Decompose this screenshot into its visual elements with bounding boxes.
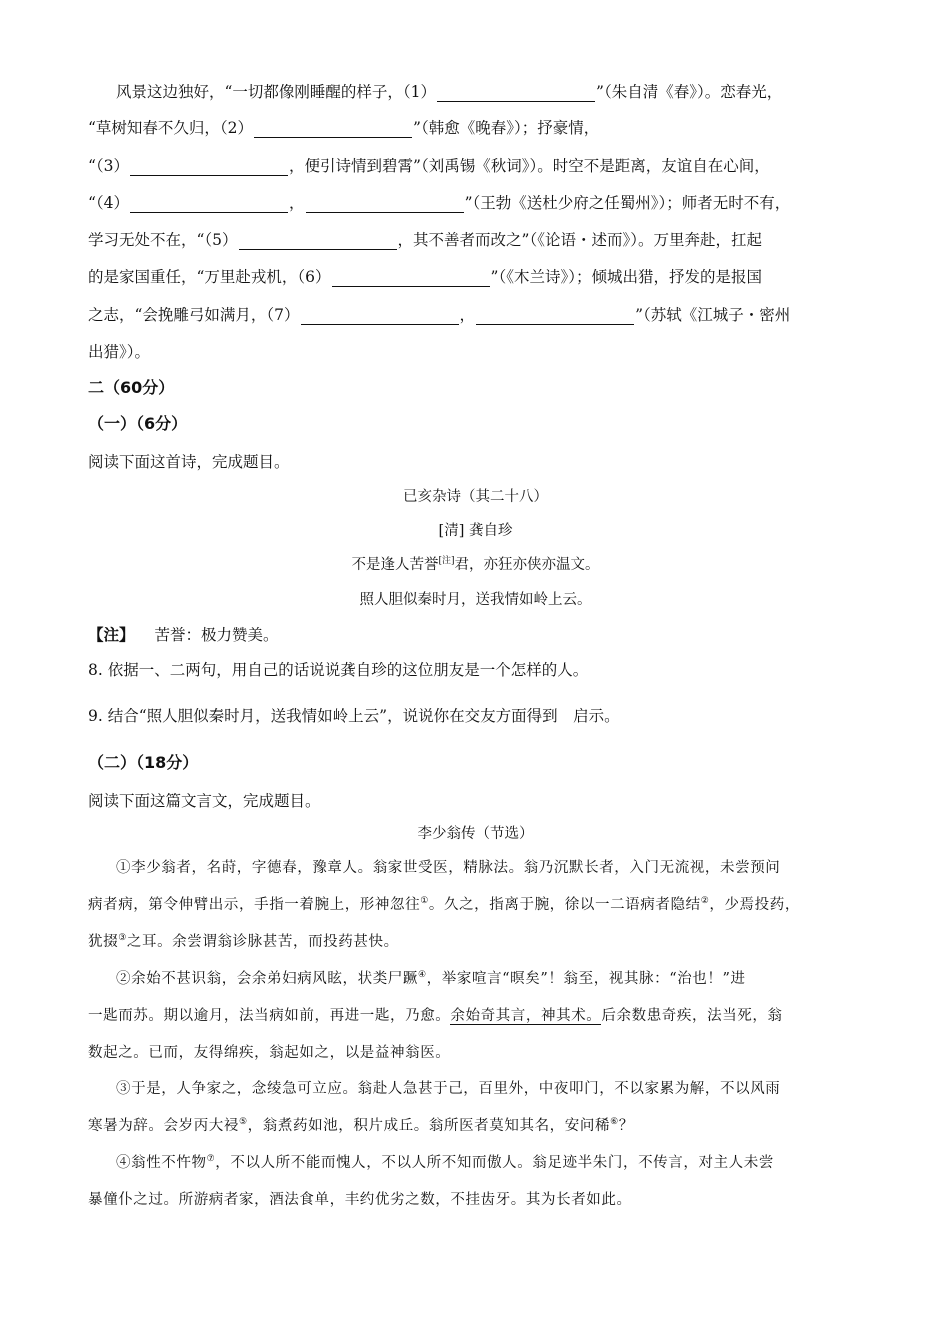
fill-line-4 <box>88 193 790 213</box>
text-segment: ”（王勃《送杜少府之任蜀州》）；师者无时不有， <box>464 194 791 212</box>
article-para-4-line-2: 暴僮仆之过。所游病者家，酒法食单，丰约优劣之数，不挂齿牙。其为长者如此。 <box>88 1192 632 1208</box>
footnote-marker: ② <box>700 896 710 907</box>
answer-blank-4a[interactable] <box>130 196 288 213</box>
article-text: ，举家喧言“暝矣”！翁至，视其脉：“治也！”进 <box>426 971 746 987</box>
part2-instruction: 阅读下面这篇文言文，完成题目。 <box>88 792 321 810</box>
article-text: 后余数患奇疾，法当死，翁 <box>601 1008 783 1024</box>
article-para-1-line-2 <box>88 895 800 915</box>
poem-line-1 <box>88 555 863 575</box>
text-segment: 风景这边独好，“一切都像刚睡醒的样子，（1） <box>116 83 437 101</box>
answer-blank-5[interactable] <box>239 233 397 250</box>
note-marker: [注] <box>438 556 455 567</box>
footnote-marker: ① <box>420 896 429 907</box>
note-label: 【注】 <box>88 626 135 644</box>
answer-blank-7a[interactable] <box>301 308 459 325</box>
article-para-1-line-3 <box>88 932 399 952</box>
article-para-3-line-1: ③于是，人争家之，念绫急可立应。翁赴人急甚于己，百里外，中夜叩门，不以家累为解，不以风雨 <box>116 1081 781 1097</box>
part2-heading: （二）（18分） <box>88 753 199 772</box>
text-segment: 的是家国重任，“万里赴戎机，（6） <box>88 268 331 286</box>
poem-line-2: 照人胆似秦时月，送我情如岭上云。 <box>359 592 592 608</box>
poem-title: 已亥杂诗（其二十八） <box>403 489 548 505</box>
note-text: 苦誉：极力赞美。 <box>154 626 279 644</box>
fill-line-5 <box>88 230 762 250</box>
article-text: 。久之，指离于腕，徐以一二语病者隐结 <box>428 897 701 913</box>
question-9: 9. 结合“照人胆似秦时月，送我情如岭上云”，说说你在交友方面得到 启示。 <box>88 707 620 725</box>
poem-note <box>88 625 279 645</box>
text-segment: 学习无处不在，“（5） <box>88 231 238 249</box>
text-segment: ，其不善者而改之”（《论语・述而》）。万里奔赴，扛起 <box>397 231 762 249</box>
article-text: ？ <box>618 1118 634 1134</box>
article-para-2-line-3: 数起之。已而，友得绵疾，翁起如之，以是益神翁医。 <box>88 1045 451 1061</box>
question-8: 8. 依据一、二两句，用自己的话说说龚自珍的这位朋友是一个怎样的人。 <box>88 661 589 679</box>
answer-blank-4b[interactable] <box>306 196 464 213</box>
text-segment: “（3） <box>88 157 130 175</box>
text-segment: ， <box>459 306 476 324</box>
footnote-marker: ④ <box>418 970 427 981</box>
text-segment: 之志，“会挽雕弓如满月，（7） <box>88 306 300 324</box>
poem-text: 不是逢人苦誉 <box>351 557 439 573</box>
text-segment: ， <box>289 194 305 212</box>
text-segment: ”（韩愈《晚春》）；抒豪情， <box>413 119 600 137</box>
answer-blank-2[interactable] <box>254 121 412 138</box>
article-text: 之耳。余尝谓翁诊脉甚苦，而投药甚快。 <box>126 934 399 950</box>
article-para-2-line-2 <box>88 1006 783 1026</box>
fill-line-6 <box>88 267 762 287</box>
poem-author: [清] 龚自珍 <box>438 523 513 539</box>
footnote-marker: ⑤ <box>239 1117 248 1128</box>
answer-blank-1[interactable] <box>437 85 595 102</box>
text-segment: ，便引诗情到碧霄”（刘禹锡《秋词》）。时空不是距离，友谊自在心间， <box>289 157 770 175</box>
answer-blank-3[interactable] <box>130 159 288 176</box>
text-segment: ”（《木兰诗》）；倾城出猎，抒发的是报国 <box>490 268 762 286</box>
answer-blank-7b[interactable] <box>476 308 634 325</box>
part1-heading: （一）（6分） <box>88 414 188 433</box>
text-segment: ”（朱自清《春》）。恋春光， <box>596 83 783 101</box>
text-segment: 出猎》）。 <box>88 343 151 361</box>
article-text: ，翁煮药如池，积片成丘。翁所医者莫知其名，安问稀 <box>247 1118 611 1134</box>
article-para-4-line-1 <box>116 1153 774 1173</box>
footnote-marker: ⑥ <box>610 1117 619 1128</box>
part1-instruction: 阅读下面这首诗，完成题目。 <box>88 453 290 471</box>
fill-line-2 <box>88 118 599 138</box>
fill-line-8 <box>88 342 150 362</box>
article-text: 病者病，第令伸臂出示，手指一着腕上，形神忽往 <box>88 897 421 913</box>
article-para-3-line-2 <box>88 1116 634 1136</box>
underlined-sentence: 余始奇其言，神其术。 <box>450 1008 602 1024</box>
article-text: ，少焉投药， <box>709 897 800 913</box>
article-text: 寒暑为辞。会岁丙大祲 <box>88 1118 239 1134</box>
article-para-2-line-1 <box>116 969 746 989</box>
answer-blank-6[interactable] <box>332 270 490 287</box>
article-text: 一匙而苏。期以逾月，法当病如前，再进一匙，乃愈。 <box>88 1008 451 1024</box>
text-segment: ”（苏轼《江城子・密州 <box>635 306 791 324</box>
footnote-marker: ③ <box>118 933 127 944</box>
fill-line-7 <box>88 305 790 325</box>
article-title: 李少翁传（节选） <box>417 826 534 842</box>
footnote-marker: ⑦ <box>206 1154 216 1165</box>
section-heading: 二（60分） <box>88 378 175 397</box>
fill-line-3 <box>88 156 770 176</box>
article-para-1-line-1: ①李少翁者，名莳，字德春，豫章人。翁家世受医，精脉法。翁乃沉默长者，入门无流视，未尝预问 <box>116 860 781 876</box>
article-text: ，不以人所不能而愧人，不以人所不知而傲人。翁足迹半朱门，不传言，对主人未尝 <box>215 1155 774 1171</box>
fill-line-1 <box>116 82 782 102</box>
text-segment: “草树知春不久归，（2） <box>88 119 254 137</box>
article-text: 犹掇 <box>88 934 119 950</box>
article-text: ④翁性不忤物 <box>116 1155 207 1171</box>
text-segment: “（4） <box>88 194 130 212</box>
poem-text: 君，亦狂亦侠亦温文。 <box>454 557 600 573</box>
article-text: ②余始不甚识翁，会余弟妇病风眩，状类尸蹶 <box>116 971 418 987</box>
